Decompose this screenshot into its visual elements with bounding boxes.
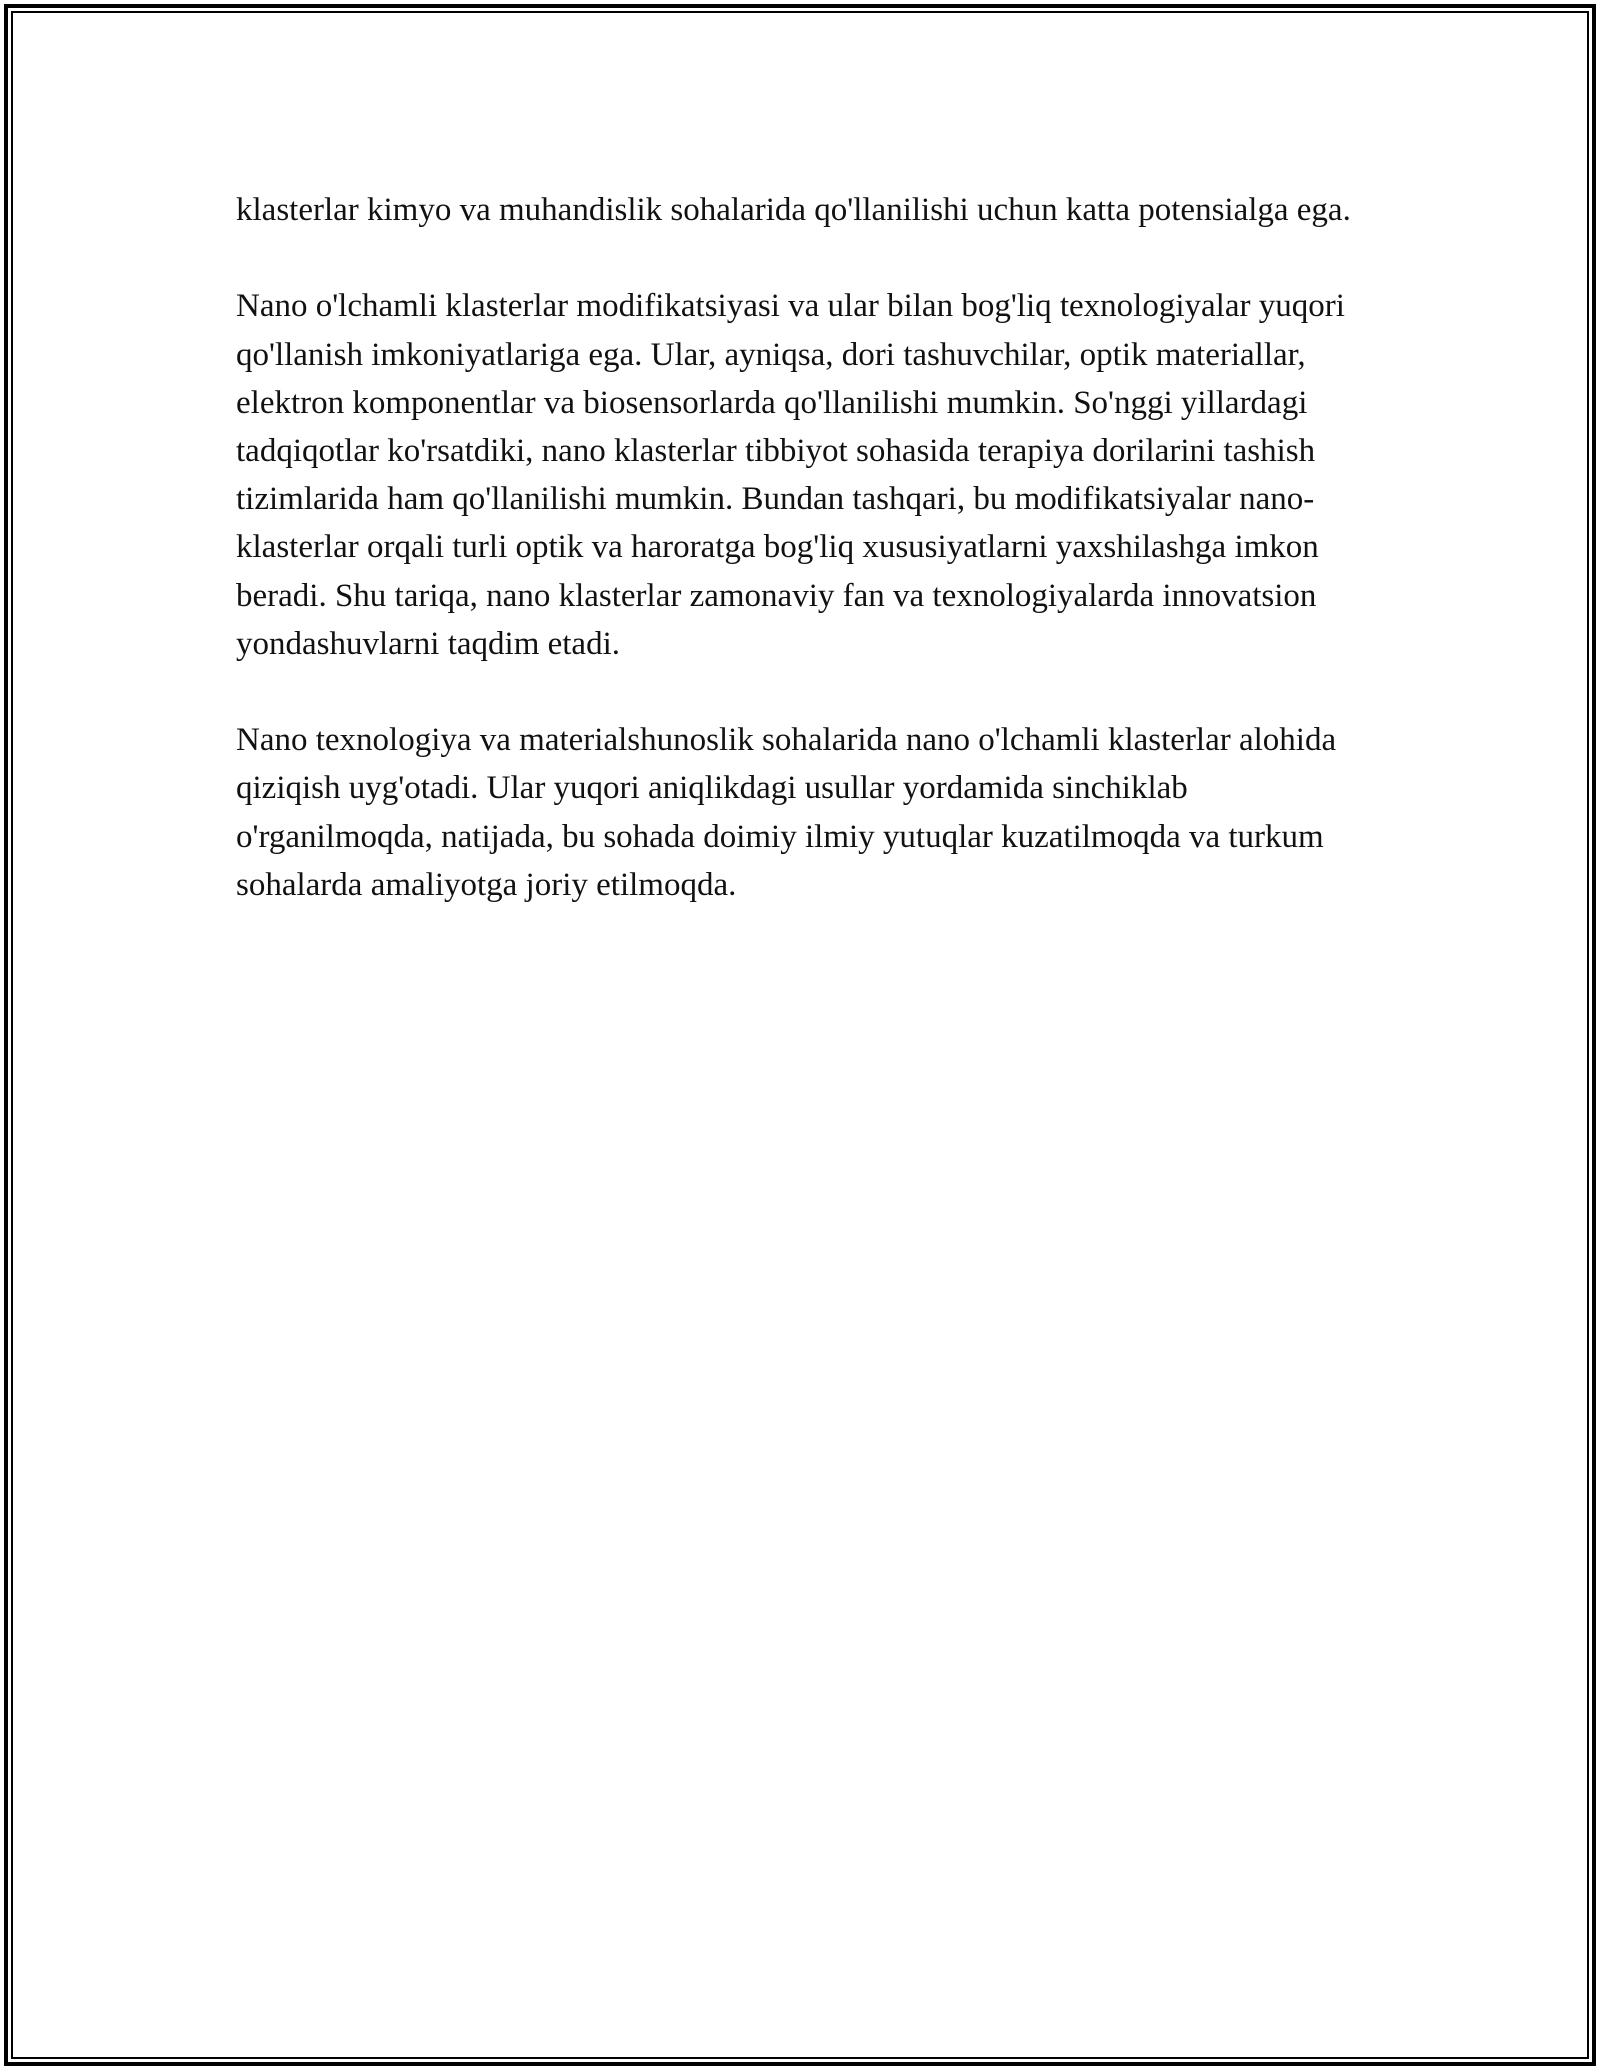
paragraph-2: Nano o'lchamli klasterlar modifikatsiyasi va ular bilan bog'liq texnologiyalar yuqori qo'llanish imkoniyatlariga ega. Ular, ayniqsa, dori tashuvchilar, optik materiallar, elektron komponentlar va biosensorlarda qo'llanilishi mumkin. So'nggi yillardagi tadqiqotlar ko'rsatdiki, nano klasterlar tibbiyot sohasida terapiya dorilarini tashish tizimlarida ham qo'llanilishi mumkin. Bundan tashqari, bu modifikatsiyalar nano-klasterlar orqali turli optik va haroratga bog'liq xususiyatlarni yaxshilashga imkon beradi. Shu tariqa, nano klasterlar zamonaviy fan va texnologiyalarda innovatsion yondashuvlarni taqdim etadi.: [236, 288, 1345, 662]
document-body: [236, 186, 1386, 909]
paragraph-3: Nano texnologiya va materialshunoslik sohalarida nano o'lchamli klasterlar alohida qiziqish uyg'otadi. Ular yuqori aniqlikdagi usullar yordamida sinchiklab o'rganilmoqda, natijada, bu sohada doimiy ilmiy yutuqlar kuzatilmoqda va turkum sohalarda amaliyotga joriy etilmoqda.: [236, 722, 1337, 903]
paragraph-1: klasterlar kimyo va muhandislik sohalarida qo'llanilishi uchun katta potensialga ega.: [236, 192, 1351, 228]
